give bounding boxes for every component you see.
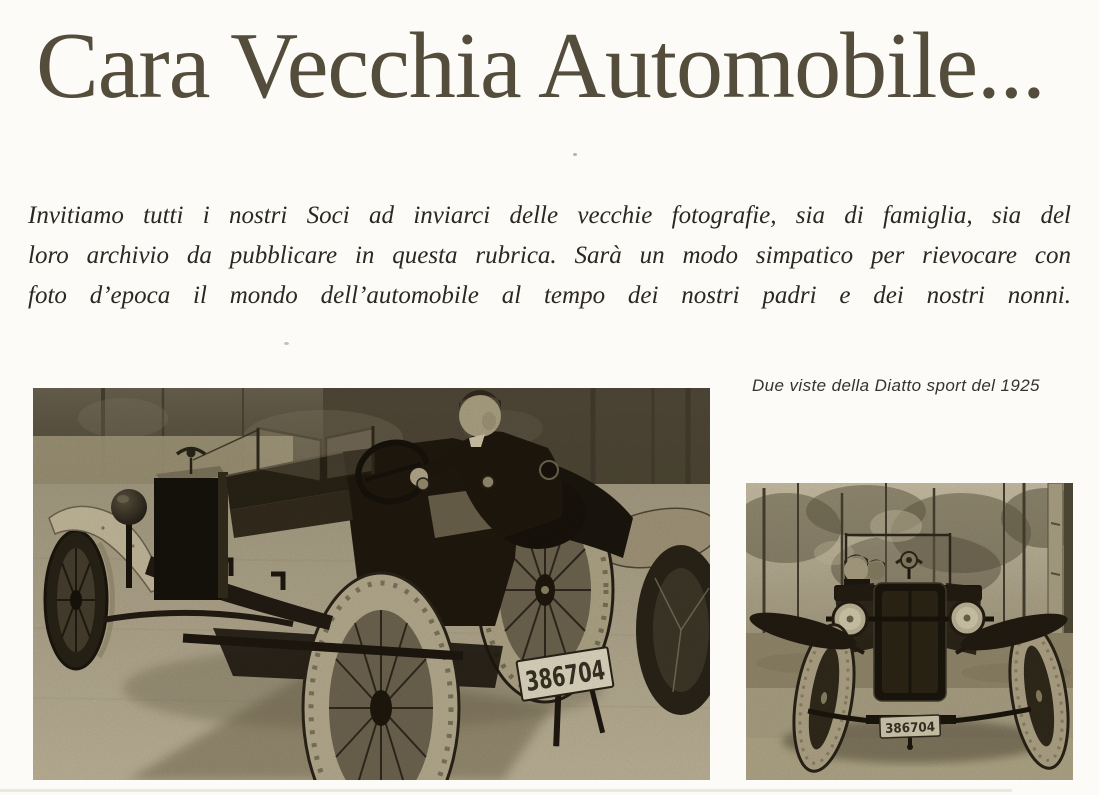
scan-speck (284, 342, 289, 345)
intro-line-1: Invitiamo tutti i nostri Soci ad inviarci delle vecchie fotografie, sia di famiglia, sia del (28, 202, 1071, 229)
scan-speck (573, 153, 577, 156)
diatto-side-photo-svg (33, 388, 710, 780)
diatto-front-photo-svg (746, 483, 1073, 780)
intro-paragraph (28, 196, 1071, 316)
intro-line-2: loro archivio da pubblicare in questa rubrica. Sarà un modo simpatico per rievocare con (28, 242, 1071, 269)
license-plate-number: 386704 (523, 649, 640, 699)
intro-line-3: foto d’epoca il mondo dell’automobile al tempo dei nostri padri e dei nostri nonni. (28, 282, 1071, 309)
film-grain (33, 388, 710, 780)
photo-caption: Due viste della Diatto sport del 1925 (752, 376, 1040, 395)
scan-edge-line (0, 789, 1012, 792)
photo-diatto-front-view (746, 483, 1073, 780)
license-plate-number: 386704 (884, 719, 940, 737)
film-grain (746, 483, 1073, 780)
photo-diatto-side-view (33, 388, 710, 780)
page-title: Cara Vecchia Automobile... (36, 14, 1045, 118)
